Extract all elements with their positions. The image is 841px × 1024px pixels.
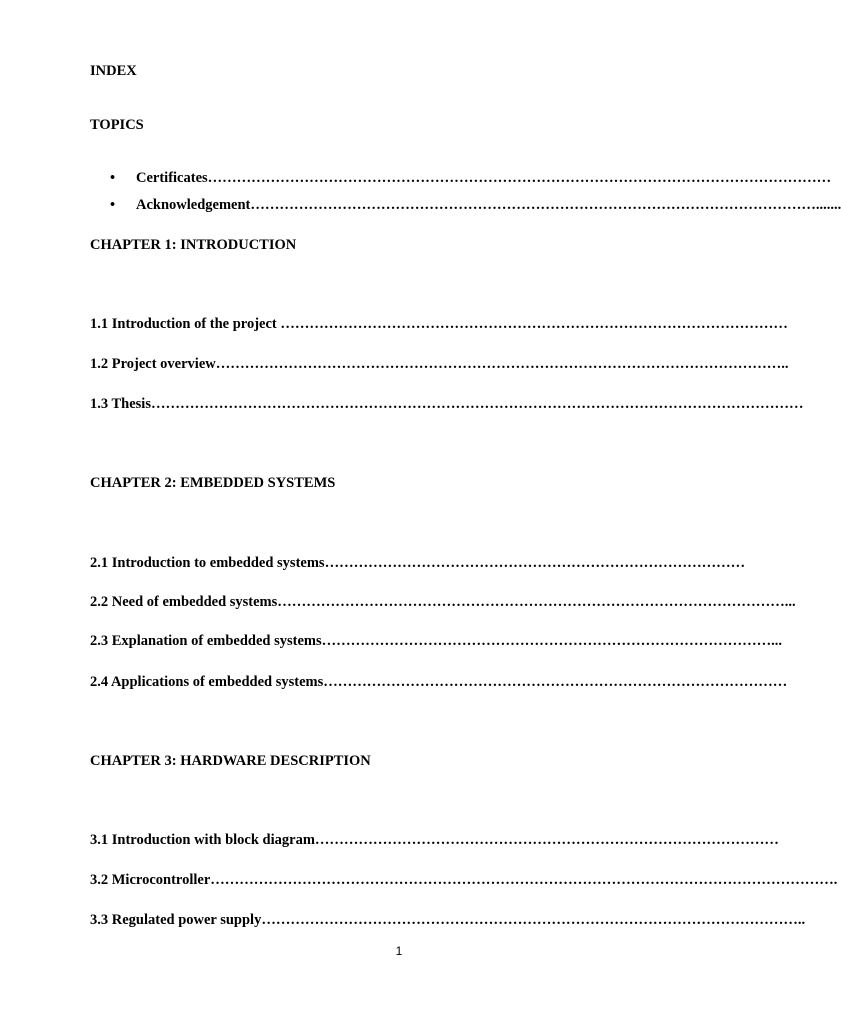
toc-entry-2-2: 2.2 Need of embedded systems……………………………………………………………………………………………...: [90, 594, 796, 610]
toc-entry-3-3: 3.3 Regulated power supply…………………………………………………………………………………………………..: [90, 912, 806, 928]
toc-entry-3-2: 3.2 Microcontroller………………………………………………………………………………………………………………….: [90, 872, 838, 888]
toc-entry-1-3: 1.3 Thesis………………………………………………………………………………………………………………………: [90, 396, 804, 412]
toc-entry-2-1: 2.1 Introduction to embedded systems……………………………………………………………………………: [90, 555, 746, 571]
chapter-1-title: CHAPTER 1: INTRODUCTION: [90, 237, 297, 253]
toc-entry-1-1: 1.1 Introduction of the project ……………………………………………………………………………………………: [90, 316, 788, 332]
chapter-2-title: CHAPTER 2: EMBEDDED SYSTEMS: [90, 475, 336, 491]
toc-entry-acknowledgement: Acknowledgement……………………………………………………………………………………………………….......: [136, 197, 841, 213]
chapter-3-title: CHAPTER 3: HARDWARE DESCRIPTION: [90, 753, 371, 769]
toc-entry-2-4: 2.4 Applications of embedded systems……………………………………………………………………………………: [90, 674, 788, 690]
bullet-list-item: [110, 196, 841, 214]
bullet-icon: •: [110, 170, 116, 186]
toc-entry-2-3: 2.3 Explanation of embedded systems…………………………………………………………………………………...: [90, 633, 782, 649]
toc-entry-1-2: 1.2 Project overview………………………………………………………………………………………………………..: [90, 356, 789, 372]
toc-entry-3-1: 3.1 Introduction with block diagram……………………………………………………………………………………: [90, 832, 779, 848]
bullet-list-item: [110, 169, 832, 187]
toc-entry-certificates: Certificates…………………………………………………………………………………………………………………: [136, 170, 832, 186]
topics-title: TOPICS: [90, 117, 144, 133]
page-number: 1: [395, 944, 403, 958]
bullet-icon: •: [110, 197, 116, 213]
index-title: INDEX: [90, 63, 137, 79]
